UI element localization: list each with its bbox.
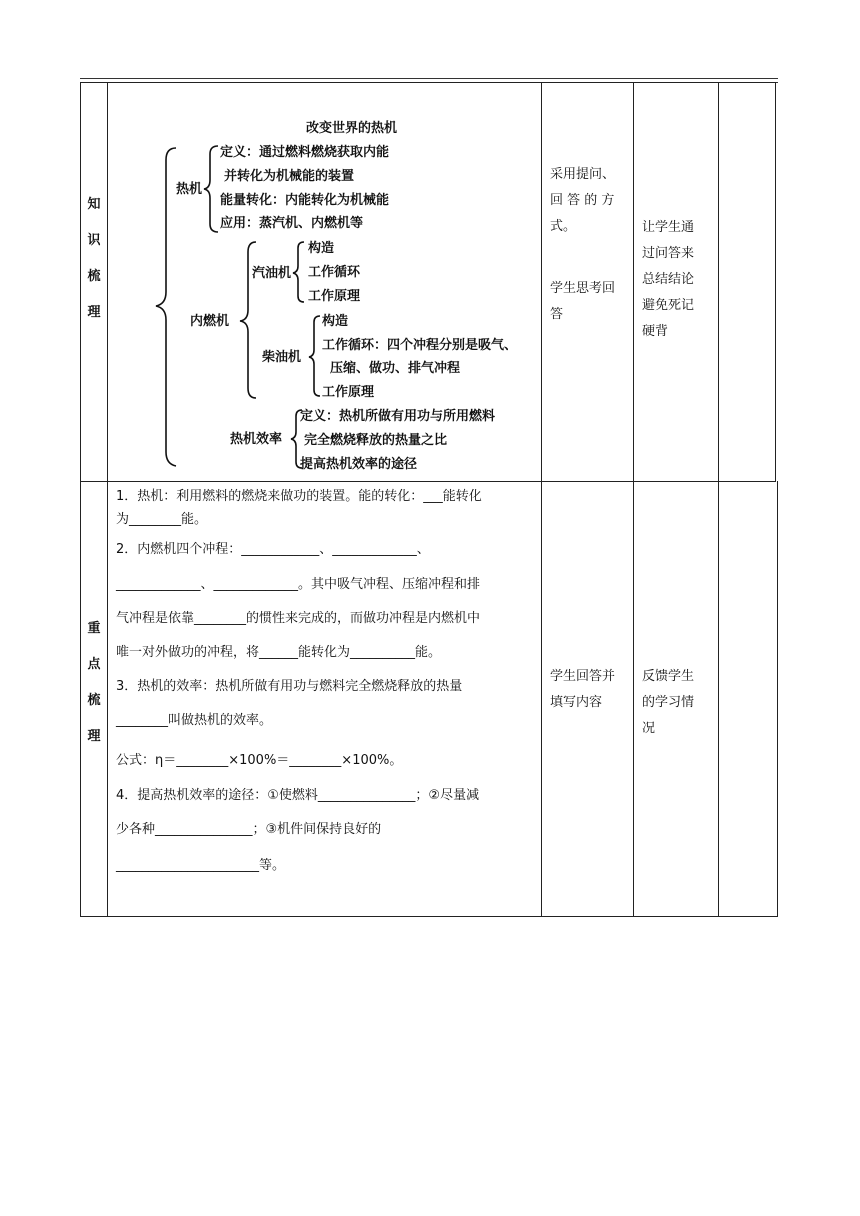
diagram-title: 改变世界的热机 xyxy=(306,121,398,136)
method-line: 采用提问、 xyxy=(550,167,616,182)
method-line: 答 xyxy=(550,307,564,322)
reji-brace xyxy=(204,146,218,232)
keypoint-line: 公式：η＝________×100%＝________×100%。 xyxy=(116,753,403,768)
method-line: 学生回答并 xyxy=(550,669,616,684)
keypoint-line: ________叫做热机的效率。 xyxy=(116,713,273,728)
intent-line: 让学生通 xyxy=(642,220,695,235)
method-line: 回 答 的 方 xyxy=(550,193,615,208)
table-border-right-lower xyxy=(777,481,778,917)
method-line: 式。 xyxy=(550,219,577,234)
intent-line: 过问答来 xyxy=(642,246,695,261)
intent-line: 硬背 xyxy=(642,324,669,339)
side-label-key-points xyxy=(84,622,104,743)
side-char: 理 xyxy=(87,729,101,744)
qiyouji-item: 构造 xyxy=(308,241,335,256)
chaiyouji-item: 构造 xyxy=(322,314,349,329)
qiyouji-item: 工作循环 xyxy=(308,265,361,280)
xiaolv-item: 定义：热机所做有用功与所用燃料 xyxy=(300,409,496,424)
method-line: 填写内容 xyxy=(550,695,603,710)
qiyouji-brace xyxy=(293,242,304,302)
keypoint-line: ______________________等。 xyxy=(116,858,286,873)
method-line xyxy=(550,240,630,276)
keypoint-line: 2．内燃机四个冲程：____________、_____________、 xyxy=(116,542,430,557)
chaiyouji-item: 工作原理 xyxy=(322,385,375,400)
keypoint-line: 少各种_______________；③机件间保持良好的 xyxy=(116,822,382,837)
keypoint-line: 4．提高热机效率的途径：①使燃料_______________；②尽量减 xyxy=(116,788,480,803)
chaiyouji-item: 工作循环：四个冲程分别是吸气、 xyxy=(322,338,518,353)
method-cell-row2 xyxy=(550,664,630,716)
brace-lines xyxy=(0,0,860,500)
side-char: 梳 xyxy=(87,269,101,284)
neiranji-label: 内燃机 xyxy=(190,314,230,329)
reji-item: 能量转化：内能转化为机械能 xyxy=(220,193,390,208)
keypoint-line: _____________、_____________。其中吸气冲程、压缩冲程和排 xyxy=(116,577,481,592)
reji-label: 热机 xyxy=(176,182,203,197)
method-line: 学生思考回 xyxy=(550,281,616,296)
intent-cell-row1 xyxy=(642,215,716,345)
chaiyouji-label: 柴油机 xyxy=(262,350,302,365)
keypoint-line: 为________能。 xyxy=(116,512,208,527)
qiyouji-item: 工作原理 xyxy=(308,289,361,304)
xiaolv-item: 提高热机效率的途径 xyxy=(300,457,418,472)
side-char: 理 xyxy=(87,305,101,320)
chaiyouji-item: 压缩、做功、排气冲程 xyxy=(330,361,461,376)
qiyouji-label: 汽油机 xyxy=(252,266,292,281)
intent-line: 避免死记 xyxy=(642,298,695,313)
xiaolv-label: 热机效率 xyxy=(230,432,283,447)
side-char: 识 xyxy=(87,233,101,248)
xiaolv-item: 完全燃烧释放的热量之比 xyxy=(304,433,448,448)
keypoint-line: 唯一对外做功的冲程，将______能转化为__________能。 xyxy=(116,645,442,660)
intent-cell-row2 xyxy=(642,664,716,742)
reji-item: 定义：通过燃料燃烧获取内能 xyxy=(220,145,390,160)
method-cell-row1 xyxy=(550,162,630,328)
keypoint-line: 气冲程是依靠________的惯性来完成的，而做功冲程是内燃机中 xyxy=(116,611,481,626)
intent-line: 总结结论 xyxy=(642,272,695,287)
side-char: 重 xyxy=(87,621,101,636)
reji-item: 并转化为机械能的装置 xyxy=(224,169,355,184)
keypoint-line: 1．热机：利用燃料的燃烧来做功的装置。能的转化：___能转化 xyxy=(116,489,482,504)
keypoint-line: 3．热机的效率：热机所做有用功与燃料完全燃烧释放的热量 xyxy=(116,679,463,694)
side-char: 梳 xyxy=(87,693,101,708)
chaiyouji-brace xyxy=(309,316,320,396)
reji-item: 应用：蒸汽机、内燃机等 xyxy=(220,216,364,231)
intent-line: 反馈学生 xyxy=(642,669,695,684)
table-border-bottom xyxy=(80,916,778,917)
side-char: 点 xyxy=(87,657,101,672)
outer-brace xyxy=(156,148,176,466)
side-char: 知 xyxy=(87,197,101,212)
intent-line: 的学习情 xyxy=(642,695,695,710)
intent-line: 况 xyxy=(642,721,656,736)
